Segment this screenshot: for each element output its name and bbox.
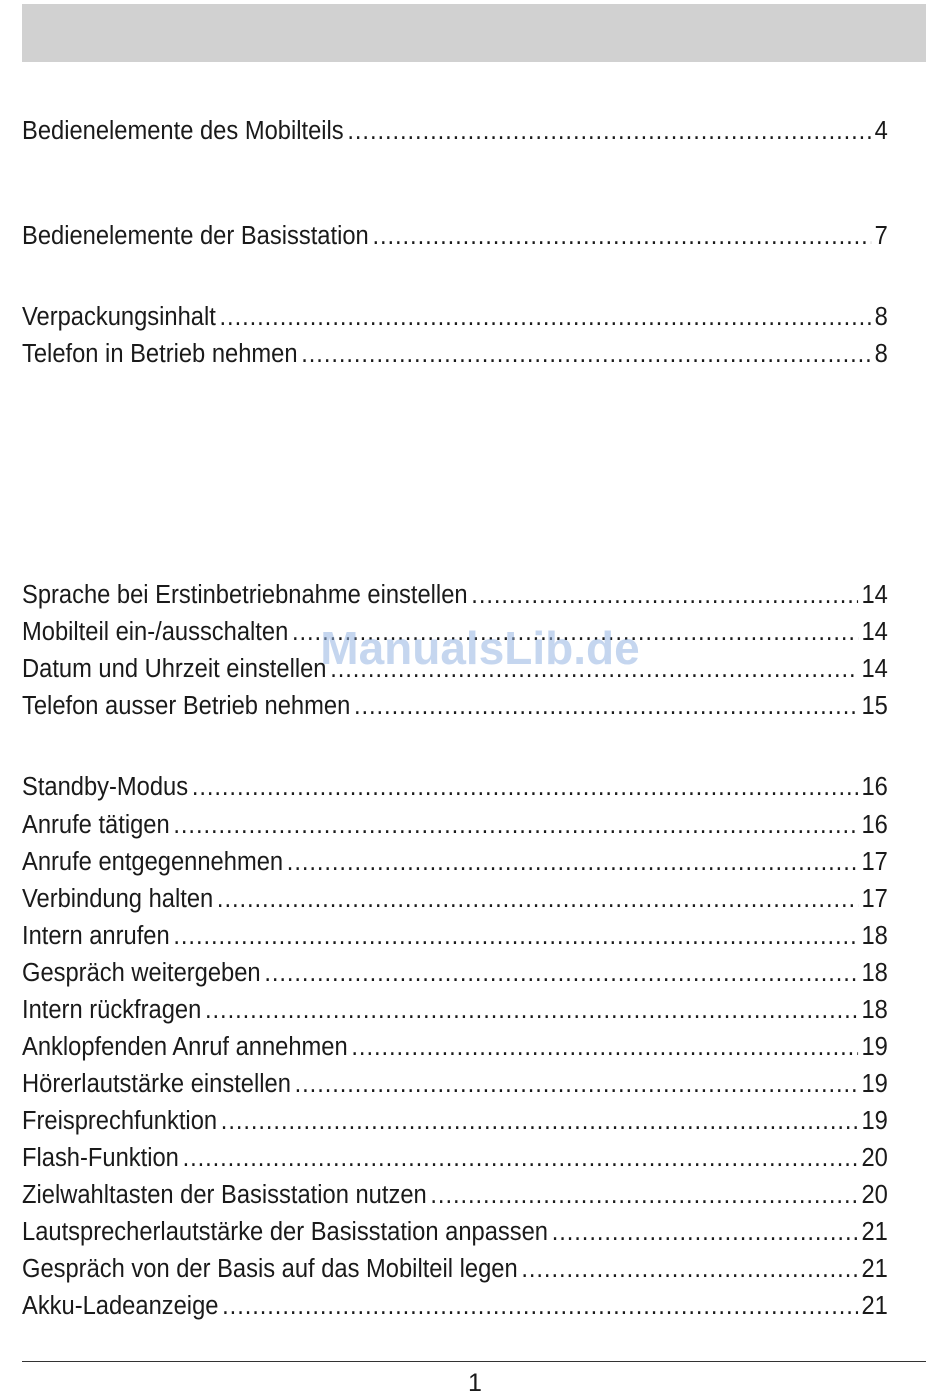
- toc-entry[interactable]: [22, 1141, 888, 1175]
- toc-entry-title: Anklopfenden Anruf annehmen: [22, 1033, 348, 1061]
- toc-leader: [295, 1067, 858, 1101]
- toc-entry-title: Standby-Modus: [22, 773, 189, 801]
- toc-leader: [173, 808, 857, 842]
- toc-leader: [521, 1252, 857, 1286]
- toc-leader: [292, 615, 858, 649]
- toc-leader: [221, 1104, 858, 1138]
- toc-entry[interactable]: [22, 1067, 888, 1101]
- toc-entry-title: Zielwahltasten der Basisstation nutzen: [22, 1181, 427, 1209]
- toc-entry-title: Flash-Funktion: [22, 1144, 179, 1172]
- toc-entry-title: Hörerlautstärke einstellen: [22, 1070, 291, 1098]
- toc-entry[interactable]: [22, 689, 888, 723]
- toc-entry-page: 18: [861, 922, 888, 950]
- toc-leader: [222, 1289, 858, 1323]
- toc-leader: [471, 578, 857, 612]
- toc-entry-page: 4: [874, 117, 888, 145]
- toc-entry-page: 18: [861, 996, 888, 1024]
- toc-entry-page: 7: [874, 222, 888, 250]
- toc-entry-page: 8: [874, 303, 888, 331]
- toc-leader: [351, 1030, 857, 1064]
- toc-entry-page: 14: [861, 618, 888, 646]
- toc-entry-page: 20: [861, 1181, 888, 1209]
- toc-entry-title: Verbindung halten: [22, 885, 214, 913]
- toc-entry-title: Akku-Ladeanzeige: [22, 1292, 219, 1320]
- toc-leader: [217, 882, 858, 916]
- toc-leader: [372, 219, 870, 253]
- toc-entry-page: 14: [861, 655, 888, 683]
- toc-entry[interactable]: [22, 219, 888, 253]
- toc-entry-title: Telefon in Betrieb nehmen: [22, 340, 298, 368]
- toc-leader: [347, 114, 871, 148]
- toc-entry-title: Bedienelemente der Basisstation: [22, 222, 369, 250]
- toc-entry-title: Gespräch von der Basis auf das Mobilteil legen: [22, 1255, 518, 1283]
- toc-entry[interactable]: [22, 882, 888, 916]
- toc-entry-page: 21: [861, 1218, 888, 1246]
- toc-leader: [330, 652, 857, 686]
- toc-leader: [205, 993, 858, 1027]
- toc-entry-page: 14: [861, 581, 888, 609]
- toc-entry[interactable]: [22, 1104, 888, 1138]
- toc-leader: [430, 1178, 857, 1212]
- toc-entry-page: 20: [861, 1144, 888, 1172]
- toc-entry[interactable]: [22, 770, 888, 804]
- toc-entry[interactable]: [22, 808, 888, 842]
- toc-entry[interactable]: [22, 578, 888, 612]
- toc-leader: [192, 770, 858, 804]
- toc-entry[interactable]: [22, 1289, 888, 1323]
- toc-entry-page: 18: [861, 959, 888, 987]
- toc-entry-page: 17: [861, 885, 888, 913]
- toc-entry-title: Anrufe entgegennehmen: [22, 848, 284, 876]
- toc-entry[interactable]: [22, 1178, 888, 1212]
- footer-divider: [22, 1361, 926, 1362]
- toc-entry-page: 19: [861, 1107, 888, 1135]
- toc-entry-title: Lautsprecherlautstärke der Basisstation anpassen: [22, 1218, 549, 1246]
- toc-leader: [287, 845, 858, 879]
- toc-leader: [220, 300, 871, 334]
- toc-entry[interactable]: [22, 652, 888, 686]
- toc-entry-title: Sprache bei Erstinbetriebnahme einstellen: [22, 581, 468, 609]
- toc-entry-title: Verpackungsinhalt: [22, 303, 216, 331]
- toc-entry-title: Bedienelemente des Mobilteils: [22, 117, 344, 145]
- toc-entry-page: 8: [874, 340, 888, 368]
- toc-entry[interactable]: [22, 300, 888, 334]
- header-bar: [22, 4, 926, 62]
- toc-entry-title: Freisprechfunktion: [22, 1107, 218, 1135]
- toc-entry-title: Intern anrufen: [22, 922, 170, 950]
- toc-leader: [301, 337, 871, 371]
- toc-entry[interactable]: [22, 1252, 888, 1286]
- watermark: ManualsLib.de: [320, 622, 640, 674]
- toc-entry[interactable]: [22, 919, 888, 953]
- toc-entry[interactable]: [22, 615, 888, 649]
- toc-entry-page: 19: [861, 1070, 888, 1098]
- toc-entry[interactable]: [22, 1215, 888, 1249]
- toc-entry-page: 21: [861, 1255, 888, 1283]
- toc-leader: [552, 1215, 858, 1249]
- toc-entry[interactable]: [22, 1030, 888, 1064]
- toc-entry[interactable]: [22, 114, 888, 148]
- toc-leader: [183, 1141, 858, 1175]
- toc-entry-page: 17: [861, 848, 888, 876]
- toc-entry-page: 19: [861, 1033, 888, 1061]
- toc-entry-title: Telefon ausser Betrieb nehmen: [22, 692, 351, 720]
- toc-entry-title: Intern rückfragen: [22, 996, 202, 1024]
- toc-entry[interactable]: [22, 337, 888, 371]
- toc-leader: [173, 919, 857, 953]
- page-number: 1: [468, 1369, 482, 1397]
- toc-leader: [354, 689, 858, 723]
- toc-entry-title: Anrufe tätigen: [22, 811, 170, 839]
- toc-entry[interactable]: [22, 993, 888, 1027]
- toc-entry-page: 16: [861, 811, 888, 839]
- toc-entry-page: 21: [861, 1292, 888, 1320]
- toc-entry-title: Datum und Uhrzeit einstellen: [22, 655, 327, 683]
- toc-entry-title: Gespräch weitergeben: [22, 959, 261, 987]
- toc-entry-page: 16: [861, 773, 888, 801]
- toc-entry[interactable]: [22, 956, 888, 990]
- toc-entry[interactable]: [22, 845, 888, 879]
- toc-entry-page: 15: [861, 692, 888, 720]
- toc-entry-title: Mobilteil ein-/ausschalten: [22, 618, 289, 646]
- toc-leader: [264, 956, 857, 990]
